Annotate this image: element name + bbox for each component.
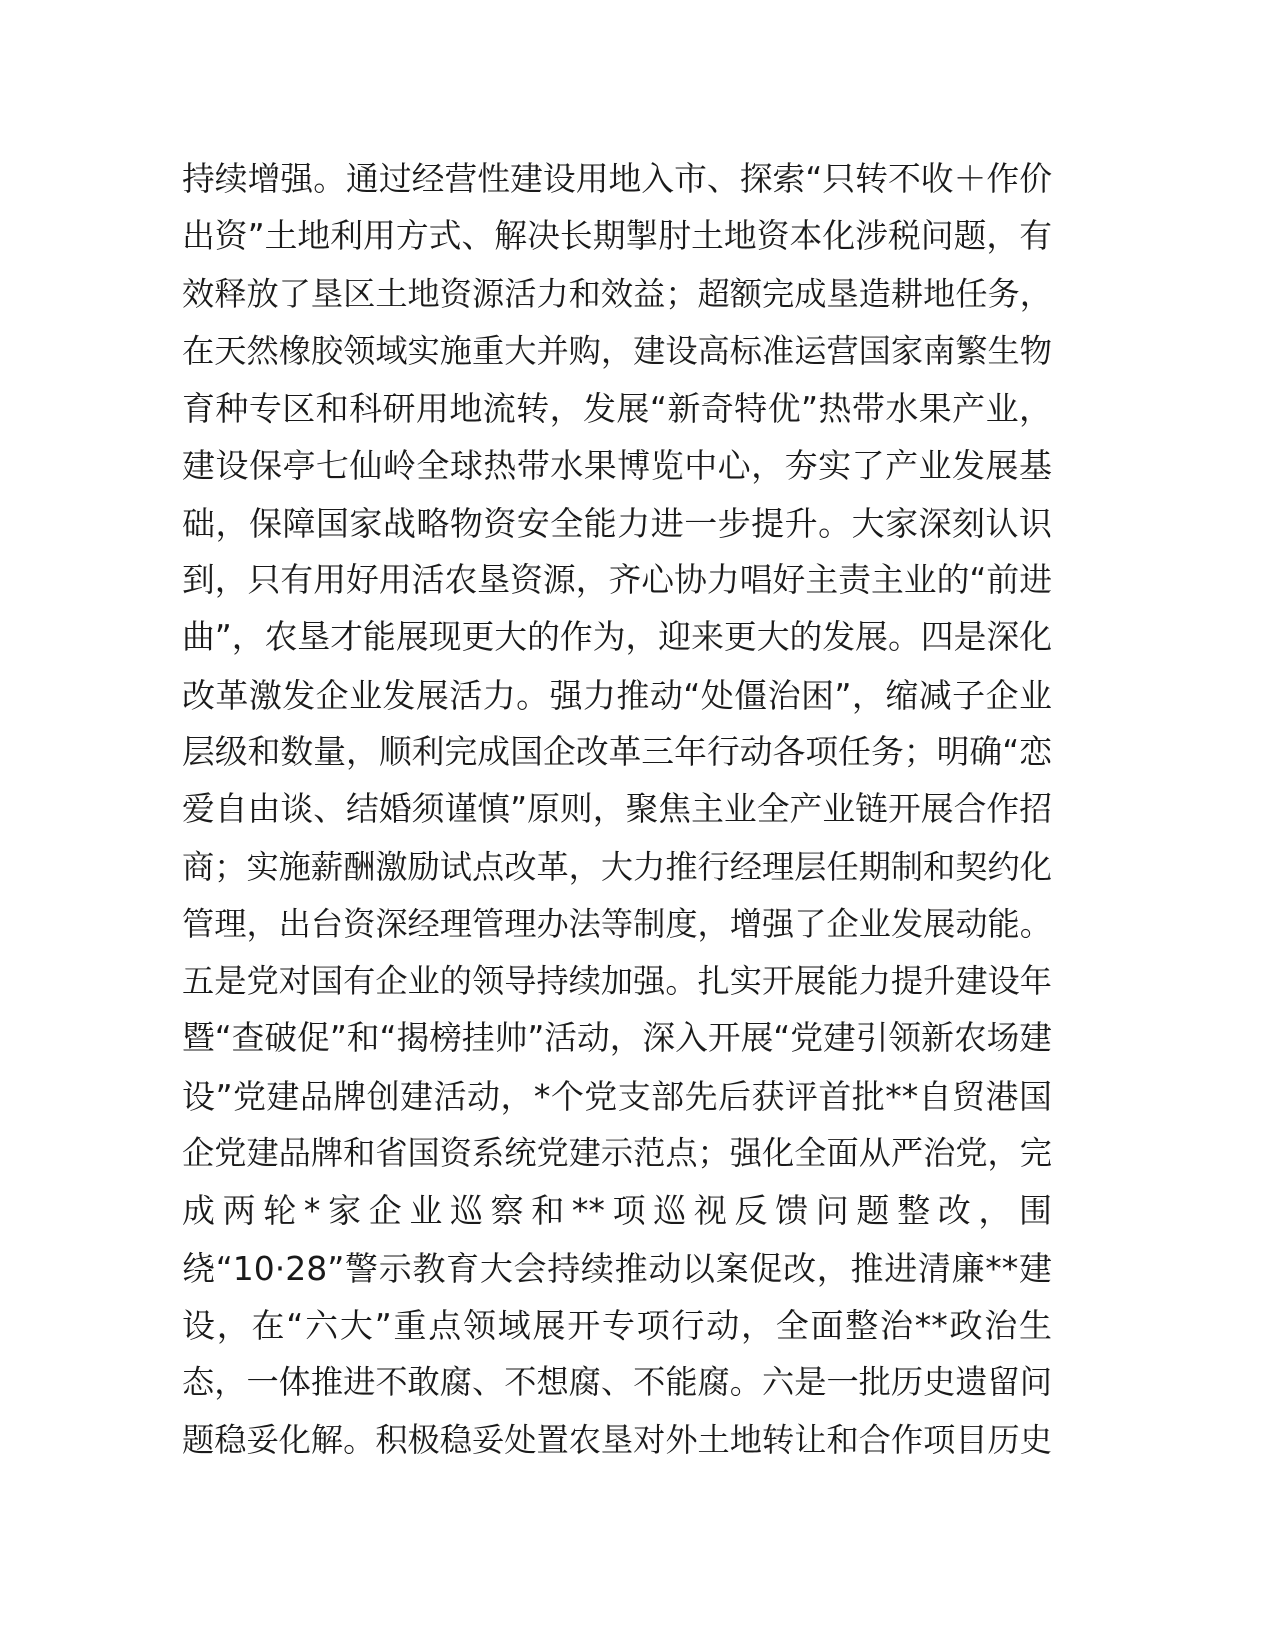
text-line: 建设保亭七仙岭全球热带水果博览中心，夯实了产业发展基	[182, 446, 1052, 486]
text-line: 商；实施薪酬激励试点改革，大力推行经理层任期制和契约化	[182, 847, 1052, 886]
text-line: 设”党建品牌创建活动，*个党支部先后获评首批**自贸港国	[182, 1076, 1052, 1116]
text-line: 础，保障国家战略物资安全能力进一步提升。大家深刻认识	[182, 503, 1052, 543]
text-line: 层级和数量，顺利完成国企改革三年行动各项任务；明确“恋	[182, 732, 1052, 771]
body-paragraph	[182, 151, 1052, 1469]
text-line: 设，在“六大”重点领域展开专项行动，全面整治**政治生	[182, 1305, 1052, 1345]
text-line: 题稳妥化解。积极稳妥处置农垦对外土地转让和合作项目历史	[182, 1420, 1052, 1459]
text-line: 效释放了垦区土地资源活力和效益；超额完成垦造耕地任务，	[182, 274, 1052, 313]
text-line: 成两轮*家企业巡察和**项巡视反馈问题整改，围	[182, 1191, 1052, 1231]
text-line: 持续增强。通过经营性建设用地入市、探索“只转不收＋作价	[182, 160, 1052, 198]
text-line: 出资”土地利用方式、解决长期掣肘土地资本化涉税问题，有	[182, 217, 1052, 256]
text-line: 五是党对国有企业的领导持续加强。扎实开展能力提升建设年	[182, 962, 1052, 1001]
text-line: 育种专区和科研用地流转，发展“新奇特优”热带水果产业，	[182, 389, 1052, 429]
text-line: 爱自由谈、结婚须谨慎”原则，聚焦主业全产业链开展合作招	[182, 790, 1052, 829]
text-line: 曲”，农垦才能展现更大的作为，迎来更大的发展。四是深化	[182, 618, 1052, 657]
text-line: 到，只有用好用活农垦资源，齐心协力唱好主责主业的“前进	[182, 561, 1052, 600]
text-line: 改革激发企业发展活力。强力推动“处僵治困”，缩减子企业	[182, 675, 1052, 715]
text-line: 企党建品牌和省国资系统党建示范点；强化全面从严治党，完	[182, 1134, 1052, 1173]
text-line: 态，一体推进不敢腐、不想腐、不能腐。六是一批历史遗留问	[182, 1363, 1052, 1402]
text-line: 管理，出台资深经理管理办法等制度，增强了企业发展动能。	[182, 904, 1052, 943]
text-line: 在天然橡胶领域实施重大并购，建设高标准运营国家南繁生物	[182, 331, 1052, 370]
text-line: 绕“10·28”警示教育大会持续推动以案促改，推进清廉**建	[182, 1248, 1052, 1288]
text-line: 暨“查破促”和“揭榜挂帅”活动，深入开展“党建引领新农场建	[182, 1019, 1053, 1058]
